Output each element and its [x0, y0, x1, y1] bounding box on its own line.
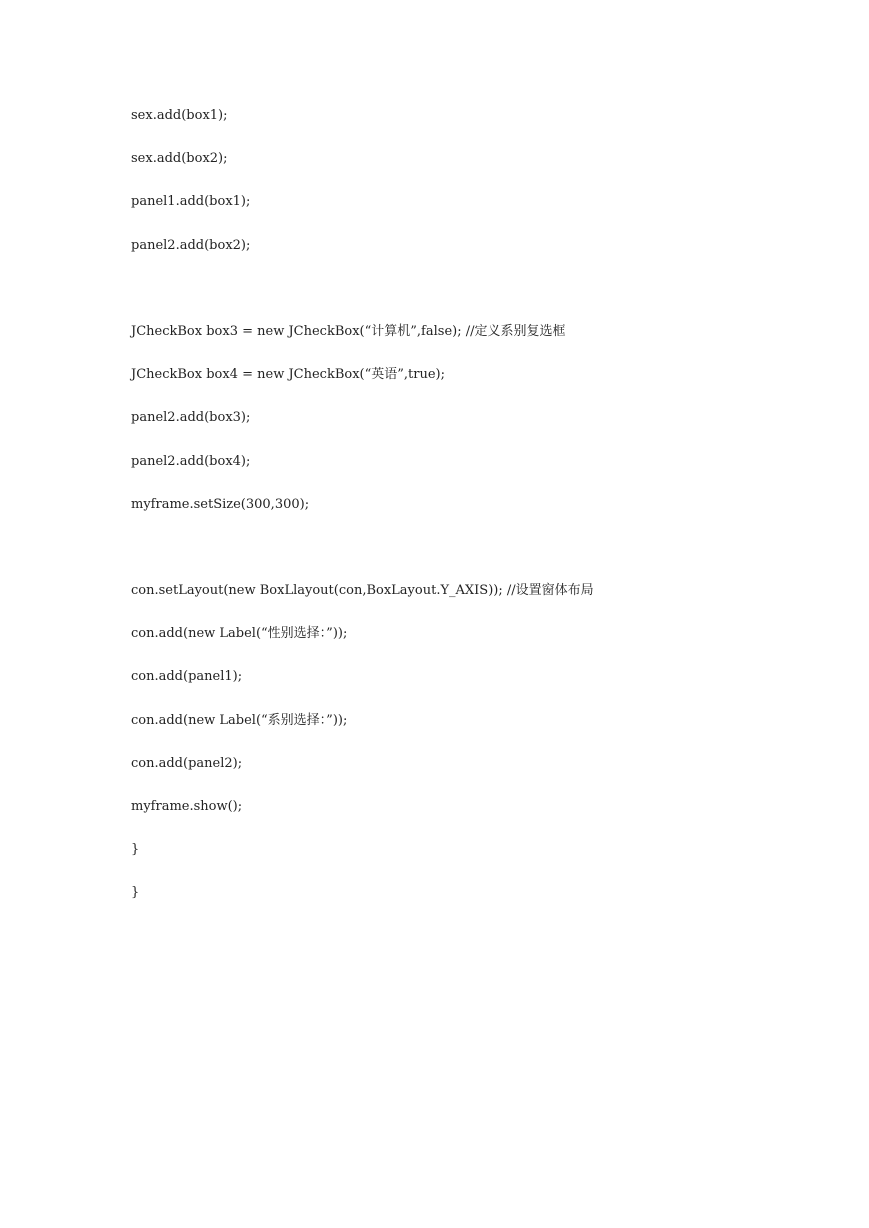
code-line: con.add(new Label(“性别选择：”));: [131, 626, 348, 642]
code-line: con.add(new Label(“系别选择：”));: [131, 712, 348, 728]
code-line: con.add(panel2);: [131, 755, 243, 771]
code-line: }: [131, 885, 140, 901]
code-line: }: [131, 842, 140, 858]
code-line: sex.add(box1);: [131, 108, 228, 123]
code-line: panel2.add(box3);: [131, 410, 251, 426]
code-block: [131, 104, 831, 925]
code-line: JCheckBox box4 = new JCheckBox(“英语”,true);: [131, 367, 446, 383]
code-line: myframe.show();: [131, 799, 243, 814]
code-line: panel1.add(box1);: [131, 194, 251, 210]
code-line: panel2.add(box2);: [131, 237, 251, 253]
code-line: sex.add(box2);: [131, 151, 228, 167]
code-line: con.add(panel1);: [131, 669, 243, 685]
code-line: myframe.setSize(300,300);: [131, 496, 310, 512]
code-line: panel2.add(box4);: [131, 453, 251, 469]
blank-line: [131, 536, 831, 579]
blank-line: [131, 277, 831, 320]
code-line: con.setLayout(new BoxLlayout(con,BoxLayout.Y_AXIS)); //设置窗体布局: [131, 583, 594, 599]
code-line: JCheckBox box3 = new JCheckBox(“计算机”,false); //定义系别复选框: [131, 323, 566, 339]
